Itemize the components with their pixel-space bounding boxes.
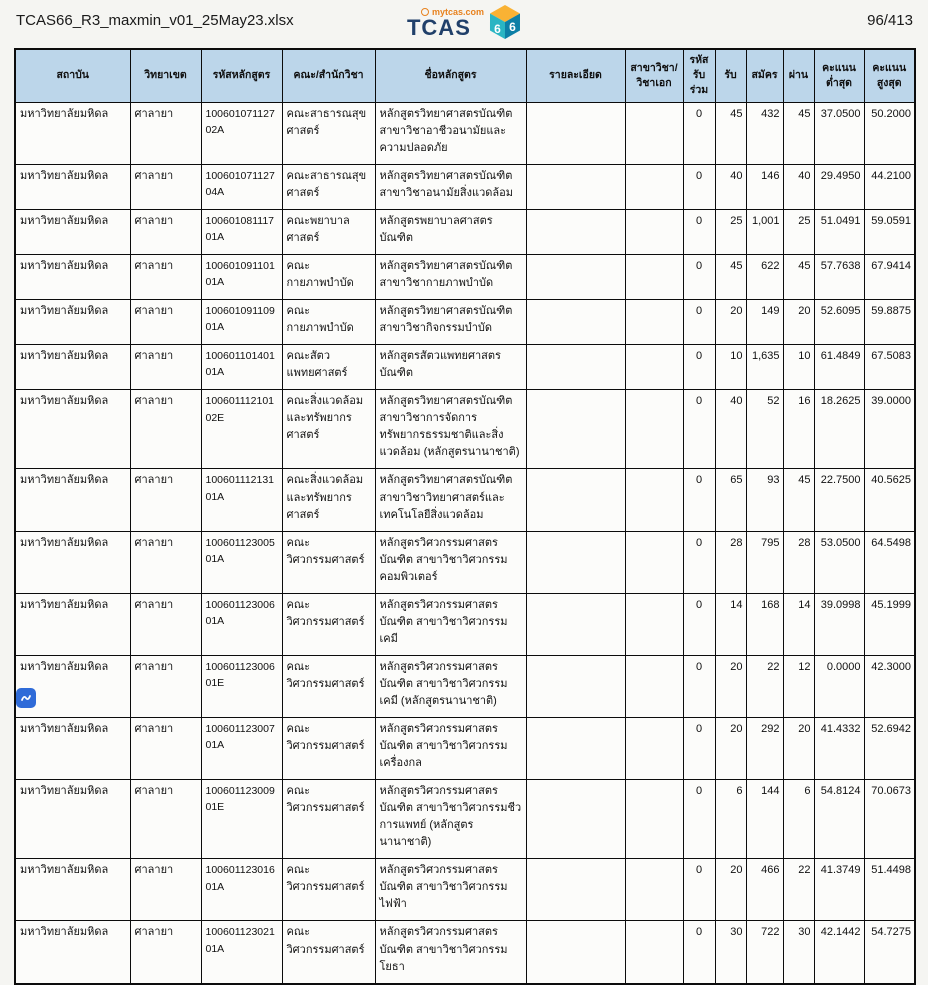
cell-details <box>526 102 625 164</box>
cell-applied: 22 <box>746 655 783 717</box>
cell-max_score: 59.8875 <box>864 300 915 345</box>
table-row <box>15 655 915 717</box>
cell-faculty: คณะสิ่งแวดล้อมและทรัพยากรศาสตร์ <box>282 469 375 531</box>
cell-campus: ศาลายา <box>130 859 201 921</box>
cell-quota: 10 <box>715 345 746 390</box>
admission-results-table <box>14 48 916 985</box>
cell-details <box>526 469 625 531</box>
cell-campus: ศาลายา <box>130 390 201 469</box>
cell-max_score: 67.9414 <box>864 254 915 299</box>
cell-applied: 622 <box>746 254 783 299</box>
table-row <box>15 859 915 921</box>
cell-institution: มหาวิทยาลัยมหิดล <box>15 718 130 780</box>
cell-details <box>526 921 625 984</box>
table-row <box>15 300 915 345</box>
cell-program_code: 10060112300501A <box>201 531 282 593</box>
cell-major <box>625 718 683 780</box>
cell-max_score: 70.0673 <box>864 780 915 859</box>
table-row <box>15 254 915 299</box>
cell-min_score: 41.4332 <box>814 718 864 780</box>
cell-major <box>625 345 683 390</box>
cell-min_score: 22.7500 <box>814 469 864 531</box>
cell-joint_code: 0 <box>683 300 715 345</box>
cell-applied: 1,635 <box>746 345 783 390</box>
cell-min_score: 61.4849 <box>814 345 864 390</box>
cell-quota: 25 <box>715 209 746 254</box>
cell-program_code: 10060109110901A <box>201 300 282 345</box>
cell-max_score: 51.4498 <box>864 859 915 921</box>
cell-quota: 14 <box>715 593 746 655</box>
cell-program_name: หลักสูตรวิทยาศาสตรบัณฑิต สาขาวิชาอาชีวอนามัยและความปลอดภัย <box>375 102 526 164</box>
cell-faculty: คณะวิศวกรรมศาสตร์ <box>282 921 375 984</box>
cell-major <box>625 655 683 717</box>
cell-details <box>526 531 625 593</box>
floating-corner-badge-icon[interactable] <box>16 688 36 708</box>
cell-campus: ศาลายา <box>130 469 201 531</box>
cell-max_score: 39.0000 <box>864 390 915 469</box>
cell-joint_code: 0 <box>683 469 715 531</box>
cell-institution: มหาวิทยาลัยมหิดล <box>15 390 130 469</box>
cube-digit-right: 6 <box>509 20 516 34</box>
cell-joint_code: 0 <box>683 593 715 655</box>
cell-details <box>526 254 625 299</box>
cell-min_score: 57.7638 <box>814 254 864 299</box>
cell-institution: มหาวิทยาลัยมหิดล <box>15 102 130 164</box>
cell-min_score: 51.0491 <box>814 209 864 254</box>
cell-faculty: คณะวิศวกรรมศาสตร์ <box>282 859 375 921</box>
cell-major <box>625 390 683 469</box>
cell-quota: 20 <box>715 859 746 921</box>
cell-quota: 28 <box>715 531 746 593</box>
cell-details <box>526 593 625 655</box>
column-header-details: รายละเอียด <box>526 49 625 102</box>
column-header-major: สาขาวิชา/วิชาเอก <box>625 49 683 102</box>
cell-applied: 722 <box>746 921 783 984</box>
cell-program_code: 10060112300601E <box>201 655 282 717</box>
column-header-quota: รับ <box>715 49 746 102</box>
cell-campus: ศาลายา <box>130 531 201 593</box>
cell-passed: 22 <box>783 859 814 921</box>
cell-program_code: 10060110140101A <box>201 345 282 390</box>
cell-applied: 1,001 <box>746 209 783 254</box>
cell-details <box>526 718 625 780</box>
cell-passed: 12 <box>783 655 814 717</box>
tcas-logo-text <box>407 7 484 40</box>
column-header-max_score: คะแนนสูงสุด <box>864 49 915 102</box>
cell-faculty: คณะสาธารณสุขศาสตร์ <box>282 102 375 164</box>
cell-quota: 30 <box>715 921 746 984</box>
cell-joint_code: 0 <box>683 921 715 984</box>
cell-applied: 466 <box>746 859 783 921</box>
cell-program_code: 10060112302101A <box>201 921 282 984</box>
cell-min_score: 42.1442 <box>814 921 864 984</box>
cell-faculty: คณะสัตวแพทยศาสตร์ <box>282 345 375 390</box>
cell-quota: 45 <box>715 102 746 164</box>
cell-max_score: 59.0591 <box>864 209 915 254</box>
cell-campus: ศาลายา <box>130 164 201 209</box>
cell-program_name: หลักสูตรวิศวกรรมศาสตรบัณฑิต สาขาวิชาวิศวกรรมไฟฟ้า <box>375 859 526 921</box>
cell-major <box>625 780 683 859</box>
column-header-joint_code: รหัสรับร่วม <box>683 49 715 102</box>
cell-max_score: 50.2000 <box>864 102 915 164</box>
cell-program_name: หลักสูตรวิทยาศาสตรบัณฑิต สาขาวิชาการจัดการทรัพยากรธรรมชาติและสิ่งแวดล้อม (หลักสูตรนานาชาติ) <box>375 390 526 469</box>
table-row <box>15 921 915 984</box>
cell-min_score: 18.2625 <box>814 390 864 469</box>
cell-major <box>625 469 683 531</box>
cell-institution: มหาวิทยาลัยมหิดล <box>15 300 130 345</box>
table-row <box>15 209 915 254</box>
cell-faculty: คณะวิศวกรรมศาสตร์ <box>282 780 375 859</box>
cell-faculty: คณะกายภาพบำบัด <box>282 300 375 345</box>
top-bar <box>0 0 928 48</box>
cell-campus: ศาลายา <box>130 921 201 984</box>
cell-institution: มหาวิทยาลัยมหิดล <box>15 209 130 254</box>
cell-min_score: 39.0998 <box>814 593 864 655</box>
cell-min_score: 29.4950 <box>814 164 864 209</box>
cell-program_name: หลักสูตรสัตวแพทยศาสตรบัณฑิต <box>375 345 526 390</box>
table-row <box>15 102 915 164</box>
cell-major <box>625 102 683 164</box>
cell-program_code: 10060107112704A <box>201 164 282 209</box>
cell-institution: มหาวิทยาลัยมหิดล <box>15 164 130 209</box>
cell-max_score: 64.5498 <box>864 531 915 593</box>
cell-passed: 30 <box>783 921 814 984</box>
cell-quota: 45 <box>715 254 746 299</box>
cell-faculty: คณะสาธารณสุขศาสตร์ <box>282 164 375 209</box>
cell-major <box>625 921 683 984</box>
cell-passed: 25 <box>783 209 814 254</box>
cell-campus: ศาลายา <box>130 102 201 164</box>
table-body <box>15 102 915 983</box>
cell-program_name: หลักสูตรวิทยาศาสตรบัณฑิต สาขาวิชากิจกรรมบำบัด <box>375 300 526 345</box>
cell-details <box>526 345 625 390</box>
cell-joint_code: 0 <box>683 254 715 299</box>
cell-passed: 14 <box>783 593 814 655</box>
cell-passed: 10 <box>783 345 814 390</box>
cell-institution: มหาวิทยาลัยมหิดล <box>15 469 130 531</box>
cell-applied: 168 <box>746 593 783 655</box>
cell-quota: 40 <box>715 164 746 209</box>
cell-campus: ศาลายา <box>130 345 201 390</box>
cell-program_name: หลักสูตรวิศวกรรมศาสตรบัณฑิต สาขาวิชาวิศวกรรมคอมพิวเตอร์ <box>375 531 526 593</box>
cell-joint_code: 0 <box>683 859 715 921</box>
cell-quota: 65 <box>715 469 746 531</box>
cell-applied: 432 <box>746 102 783 164</box>
cell-joint_code: 0 <box>683 780 715 859</box>
cell-campus: ศาลายา <box>130 780 201 859</box>
cell-institution: มหาวิทยาลัยมหิดล <box>15 921 130 984</box>
table-row <box>15 531 915 593</box>
cell-details <box>526 300 625 345</box>
cell-applied: 52 <box>746 390 783 469</box>
cell-institution: มหาวิทยาลัยมหิดล <box>15 254 130 299</box>
cell-passed: 16 <box>783 390 814 469</box>
cell-quota: 20 <box>715 300 746 345</box>
column-header-passed: ผ่าน <box>783 49 814 102</box>
cell-major <box>625 859 683 921</box>
cell-passed: 45 <box>783 254 814 299</box>
cell-program_name: หลักสูตรวิศวกรรมศาสตรบัณฑิต สาขาวิชาวิศวกรรมเครื่องกล <box>375 718 526 780</box>
cell-details <box>526 859 625 921</box>
table-row <box>15 390 915 469</box>
cell-quota: 20 <box>715 655 746 717</box>
cell-program_code: 10060111213101A <box>201 469 282 531</box>
cell-min_score: 37.0500 <box>814 102 864 164</box>
cell-max_score: 45.1999 <box>864 593 915 655</box>
cell-faculty: คณะวิศวกรรมศาสตร์ <box>282 655 375 717</box>
cell-details <box>526 655 625 717</box>
column-header-institution: สถาบัน <box>15 49 130 102</box>
cell-joint_code: 0 <box>683 345 715 390</box>
cell-applied: 795 <box>746 531 783 593</box>
column-header-campus: วิทยาเขต <box>130 49 201 102</box>
cell-joint_code: 0 <box>683 209 715 254</box>
tcas66-cube-icon <box>489 4 521 40</box>
cell-details <box>526 390 625 469</box>
cell-min_score: 52.6095 <box>814 300 864 345</box>
cell-institution: มหาวิทยาลัยมหิดล <box>15 655 130 717</box>
cell-joint_code: 0 <box>683 102 715 164</box>
cell-max_score: 52.6942 <box>864 718 915 780</box>
cell-campus: ศาลายา <box>130 718 201 780</box>
cell-program_code: 10060108111701A <box>201 209 282 254</box>
cell-passed: 40 <box>783 164 814 209</box>
table-row <box>15 164 915 209</box>
cell-details <box>526 780 625 859</box>
mytcas-site-label: mytcas.com <box>407 7 484 17</box>
cell-faculty: คณะวิศวกรรมศาสตร์ <box>282 593 375 655</box>
cell-campus: ศาลายา <box>130 655 201 717</box>
table-row <box>15 780 915 859</box>
cell-major <box>625 209 683 254</box>
cell-joint_code: 0 <box>683 718 715 780</box>
cell-major <box>625 254 683 299</box>
cell-program_name: หลักสูตรพยาบาลศาสตรบัณฑิต <box>375 209 526 254</box>
cell-passed: 45 <box>783 469 814 531</box>
cell-program_code: 10060112300901E <box>201 780 282 859</box>
cell-institution: มหาวิทยาลัยมหิดล <box>15 531 130 593</box>
cell-max_score: 67.5083 <box>864 345 915 390</box>
cell-quota: 40 <box>715 390 746 469</box>
cell-program_code: 10060112301601A <box>201 859 282 921</box>
cell-max_score: 44.2100 <box>864 164 915 209</box>
cell-applied: 93 <box>746 469 783 531</box>
table-row <box>15 469 915 531</box>
table-row <box>15 718 915 780</box>
cell-program_code: 10060109110101A <box>201 254 282 299</box>
cell-institution: มหาวิทยาลัยมหิดล <box>15 780 130 859</box>
cell-joint_code: 0 <box>683 164 715 209</box>
cell-passed: 28 <box>783 531 814 593</box>
cell-applied: 144 <box>746 780 783 859</box>
cell-program_name: หลักสูตรวิทยาศาสตรบัณฑิต สาขาวิชาอนามัยสิ่งแวดล้อม <box>375 164 526 209</box>
cell-min_score: 53.0500 <box>814 531 864 593</box>
document-filename: TCAS66_R3_maxmin_v01_25May23.xlsx <box>16 12 294 29</box>
cell-faculty: คณะพยาบาลศาสตร์ <box>282 209 375 254</box>
cell-major <box>625 531 683 593</box>
cell-campus: ศาลายา <box>130 254 201 299</box>
tcas-brand-text: TCAS <box>406 15 471 40</box>
cell-program_name: หลักสูตรวิศวกรรมศาสตรบัณฑิต สาขาวิชาวิศวกรรมเคมี (หลักสูตรนานาชาติ) <box>375 655 526 717</box>
cell-campus: ศาลายา <box>130 209 201 254</box>
cell-major <box>625 164 683 209</box>
cell-program_code: 10060112300701A <box>201 718 282 780</box>
table-header-row <box>15 49 915 102</box>
cell-institution: มหาวิทยาลัยมหิดล <box>15 859 130 921</box>
cell-min_score: 0.0000 <box>814 655 864 717</box>
page-indicator: 96/413 <box>867 12 913 29</box>
cell-passed: 20 <box>783 300 814 345</box>
column-header-faculty: คณะ/สำนักวิชา <box>282 49 375 102</box>
cell-joint_code: 0 <box>683 390 715 469</box>
cell-applied: 292 <box>746 718 783 780</box>
cell-major <box>625 593 683 655</box>
cell-institution: มหาวิทยาลัยมหิดล <box>15 345 130 390</box>
cell-passed: 45 <box>783 102 814 164</box>
cell-min_score: 54.8124 <box>814 780 864 859</box>
cell-max_score: 54.7275 <box>864 921 915 984</box>
cell-applied: 149 <box>746 300 783 345</box>
cell-quota: 6 <box>715 780 746 859</box>
column-header-program_code: รหัสหลักสูตร <box>201 49 282 102</box>
cell-program_code: 10060112300601A <box>201 593 282 655</box>
table-row <box>15 593 915 655</box>
cell-campus: ศาลายา <box>130 300 201 345</box>
cell-max_score: 42.3000 <box>864 655 915 717</box>
cell-faculty: คณะวิศวกรรมศาสตร์ <box>282 718 375 780</box>
column-header-program_name: ชื่อหลักสูตร <box>375 49 526 102</box>
tcas-logo <box>407 4 521 40</box>
cell-details <box>526 209 625 254</box>
cell-program_name: หลักสูตรวิศวกรรมศาสตรบัณฑิต สาขาวิชาวิศวกรรมเคมี <box>375 593 526 655</box>
cell-campus: ศาลายา <box>130 593 201 655</box>
cell-program_name: หลักสูตรวิศวกรรมศาสตรบัณฑิต สาขาวิชาวิศวกรรมโยธา <box>375 921 526 984</box>
cell-applied: 146 <box>746 164 783 209</box>
cell-joint_code: 0 <box>683 655 715 717</box>
cell-min_score: 41.3749 <box>814 859 864 921</box>
column-header-min_score: คะแนนต่ำสุด <box>814 49 864 102</box>
cell-passed: 20 <box>783 718 814 780</box>
cell-faculty: คณะวิศวกรรมศาสตร์ <box>282 531 375 593</box>
cube-digit-left: 6 <box>494 22 501 36</box>
cell-faculty: คณะกายภาพบำบัด <box>282 254 375 299</box>
cell-joint_code: 0 <box>683 531 715 593</box>
cell-program_name: หลักสูตรวิศวกรรมศาสตรบัณฑิต สาขาวิชาวิศวกรรมชีวการแพทย์ (หลักสูตรนานาชาติ) <box>375 780 526 859</box>
cell-program_name: หลักสูตรวิทยาศาสตรบัณฑิต สาขาวิชากายภาพบำบัด <box>375 254 526 299</box>
cell-major <box>625 300 683 345</box>
cell-program_code: 10060107112702A <box>201 102 282 164</box>
cell-faculty: คณะสิ่งแวดล้อมและทรัพยากรศาสตร์ <box>282 390 375 469</box>
column-header-applied: สมัคร <box>746 49 783 102</box>
cell-details <box>526 164 625 209</box>
table-row <box>15 345 915 390</box>
cell-quota: 20 <box>715 718 746 780</box>
cell-program_name: หลักสูตรวิทยาศาสตรบัณฑิต สาขาวิชาวิทยาศาสตร์และเทคโนโลยีสิ่งแวดล้อม <box>375 469 526 531</box>
cell-max_score: 40.5625 <box>864 469 915 531</box>
cell-institution: มหาวิทยาลัยมหิดล <box>15 593 130 655</box>
cell-passed: 6 <box>783 780 814 859</box>
cell-program_code: 10060111210102E <box>201 390 282 469</box>
